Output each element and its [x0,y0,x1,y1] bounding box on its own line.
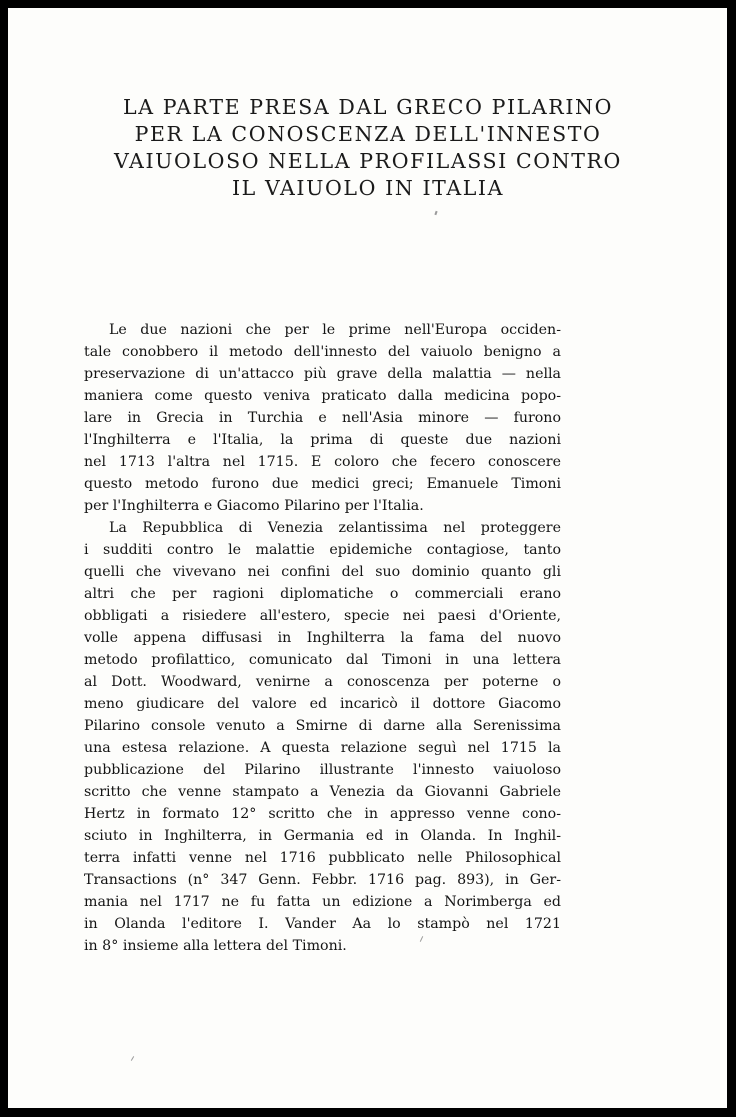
text-line: tale conobbero il metodo dell'innesto del vaiuolo benigno a [84,344,561,360]
text-line: terra infatti venne nel 1716 pubblicato nelle Philosophical [84,850,561,866]
title-line: IL VAIUOLO IN ITALIA [231,176,505,200]
text-line: scritto che venne stampato a Venezia da Giovanni Gabriele [84,784,561,800]
text-line: Hertz in formato 12° scritto che in appresso venne cono- [84,806,561,822]
text-line: in 8° insieme alla lettera del Timoni. [84,938,347,954]
text-line: metodo profilattico, comunicato dal Timoni in una lettera [84,652,561,668]
print-speck [434,211,437,215]
text-line: mania nel 1717 ne fu fatta un edizione a Norimberga ed [84,894,561,910]
text-line: per l'Inghilterra e Giacomo Pilarino per l'Italia. [84,498,424,514]
text-line: obbligati a risiedere all'estero, specie nei paesi d'Oriente, [84,608,561,624]
title-line: LA PARTE PRESA DAL GRECO PILARINO [123,95,613,119]
text-line: altri che per ragioni diplomatiche o commerciali erano [84,586,561,602]
title-line: VAIUOLOSO NELLA PROFILASSI CONTRO [114,149,622,173]
text-line: Transactions (n° 347 Genn. Febbr. 1716 pag. 893), in Ger- [84,872,561,888]
text-line: meno giudicare del valore ed incaricò il dottore Giacomo [84,696,561,712]
text-line: in Olanda l'editore I. Vander Aa lo stampò nel 1721 [84,916,561,932]
text-line: al Dott. Woodward, venirne a conoscenza per poterne o [84,674,561,690]
paragraph-1 [84,319,561,517]
text-line: i sudditi contro le malattie epidemiche contagiose, tanto [84,542,561,558]
text-line: sciuto in Inghilterra, in Germania ed in Olanda. In Inghil- [84,828,561,844]
document-title [68,94,668,202]
text-line: nel 1713 l'altra nel 1715. E coloro che fecero conoscere [84,454,561,470]
text-line: pubblicazione del Pilarino illustrante l'innesto vaiuoloso [84,762,561,778]
paragraph-2 [84,517,561,957]
text-line: maniera come questo veniva praticato dalla medicina popo- [84,388,561,404]
title-line: PER LA CONOSCENZA DELL'INNESTO [134,122,602,146]
text-line: La Repubblica di Venezia zelantissima nel proteggere [109,520,561,536]
text-line: quelli che vivevano nei confini del suo dominio quanto gli [84,564,561,580]
text-line: lare in Grecia in Turchia e nell'Asia minore — furono [84,410,561,426]
text-line: questo metodo furono due medici greci; Emanuele Timoni [84,476,561,492]
text-line: Le due nazioni che per le prime nell'Europa occiden- [109,322,561,338]
text-line: Pilarino console venuto a Smirne di darne alla Serenissima [84,718,561,734]
document-body [84,319,561,957]
text-line: preservazione di un'attacco più grave della malattia — nella [84,366,561,382]
print-speck [131,1056,134,1061]
text-line: l'Inghilterra e l'Italia, la prima di queste due nazioni [84,432,561,448]
document-page [8,8,727,1108]
text-line: una estesa relazione. A questa relazione seguì nel 1715 la [84,740,561,756]
text-line: volle appena diffusasi in Inghilterra la fama del nuovo [84,630,561,646]
